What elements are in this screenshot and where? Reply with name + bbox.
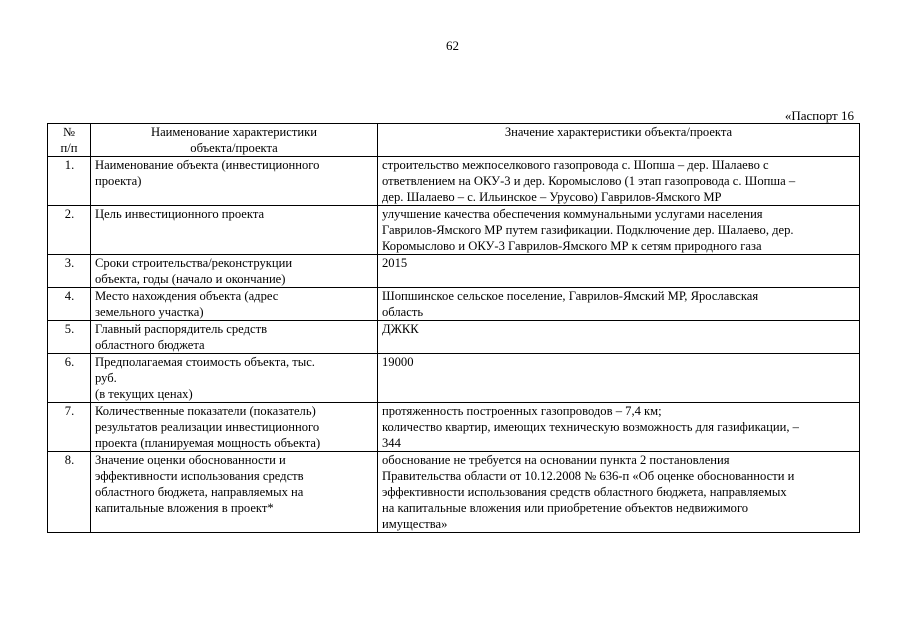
cell-line: областного бюджета bbox=[95, 338, 205, 352]
table-row bbox=[48, 452, 860, 533]
row-number: 1. bbox=[48, 157, 91, 206]
cell-line: на капитальные вложения или приобретение объектов недвижимого bbox=[382, 501, 749, 515]
row-number: 6. bbox=[48, 354, 91, 403]
cell-line: обоснование не требуется на основании пункта 2 постановления bbox=[382, 453, 730, 467]
cell-line: (в текущих ценах) bbox=[95, 387, 193, 401]
page-number: 62 bbox=[446, 38, 459, 53]
row-characteristic-value bbox=[378, 452, 860, 533]
row-characteristic-value bbox=[378, 206, 860, 255]
cell-line: 2015 bbox=[382, 256, 408, 270]
row-characteristic-value bbox=[378, 157, 860, 206]
header-name bbox=[91, 124, 378, 157]
cell-line: протяженность построенных газопроводов – 7,4 км; bbox=[382, 404, 662, 418]
table-row bbox=[48, 403, 860, 452]
header-line: Значение характеристики объекта/проекта bbox=[504, 125, 733, 139]
cell-line: 19000 bbox=[382, 355, 414, 369]
cell-line: капитальные вложения в проект* bbox=[95, 501, 274, 515]
cell-line: эффективности использования средств областного бюджета, направляемых bbox=[382, 485, 787, 499]
row-characteristic-value bbox=[378, 321, 860, 354]
cell-line: областного бюджета, направляемых на bbox=[95, 485, 304, 499]
row-number: 2. bbox=[48, 206, 91, 255]
row-number: 3. bbox=[48, 255, 91, 288]
row-characteristic-value bbox=[378, 403, 860, 452]
row-characteristic-name bbox=[91, 452, 378, 533]
passport-table bbox=[47, 123, 860, 533]
cell-line: область bbox=[382, 305, 424, 319]
row-characteristic-value bbox=[378, 255, 860, 288]
table-row bbox=[48, 288, 860, 321]
table-row bbox=[48, 354, 860, 403]
cell-line: Главный распорядитель средств bbox=[95, 322, 268, 336]
row-characteristic-name bbox=[91, 157, 378, 206]
cell-line: Гаврилов-Ямского МР путем газификации. Подключение дер. Шалаево, дер. bbox=[382, 223, 794, 237]
cell-line: руб. bbox=[95, 371, 117, 385]
header-line: № bbox=[62, 125, 76, 139]
row-characteristic-value bbox=[378, 288, 860, 321]
cell-line: 344 bbox=[382, 436, 401, 450]
header-number bbox=[48, 124, 91, 157]
cell-line: Шопшинское сельское поселение, Гаврилов-Ямский МР, Ярославская bbox=[382, 289, 759, 303]
cell-line: улучшение качества обеспечения коммунальными услугами населения bbox=[382, 207, 763, 221]
row-characteristic-name bbox=[91, 255, 378, 288]
row-characteristic-name bbox=[91, 321, 378, 354]
table-row bbox=[48, 255, 860, 288]
row-number: 8. bbox=[48, 452, 91, 533]
cell-line: Цель инвестиционного проекта bbox=[95, 207, 265, 221]
row-characteristic-name bbox=[91, 354, 378, 403]
table-row bbox=[48, 157, 860, 206]
cell-line: дер. Шалаево – с. Ильинское – Урусово) Гаврилов-Ямского МР bbox=[382, 190, 722, 204]
row-number: 4. bbox=[48, 288, 91, 321]
table-header-row bbox=[48, 124, 860, 157]
cell-line: Значение оценки обоснованности и bbox=[95, 453, 286, 467]
row-characteristic-name bbox=[91, 288, 378, 321]
cell-line: проекта) bbox=[95, 174, 142, 188]
row-characteristic-name bbox=[91, 403, 378, 452]
cell-line: количество квартир, имеющих техническую возможность для газификации, – bbox=[382, 420, 799, 434]
cell-line: результатов реализации инвестиционного bbox=[95, 420, 320, 434]
cell-line: проекта (планируемая мощность объекта) bbox=[95, 436, 321, 450]
row-number: 5. bbox=[48, 321, 91, 354]
cell-line: Наименование объекта (инвестиционного bbox=[95, 158, 320, 172]
row-characteristic-value bbox=[378, 354, 860, 403]
cell-line: Сроки строительства/реконструкции bbox=[95, 256, 293, 270]
cell-line: Коромыслово и ОКУ-3 Гаврилов-Ямского МР к сетям природного газа bbox=[382, 239, 762, 253]
cell-line: ответвлением на ОКУ-3 и дер. Коромыслово (1 этап газопровода с. Шопша – bbox=[382, 174, 796, 188]
cell-line: Предполагаемая стоимость объекта, тыс. bbox=[95, 355, 315, 369]
cell-line: эффективности использования средств bbox=[95, 469, 304, 483]
header-line: п/п bbox=[60, 141, 78, 155]
header-line: Наименование характеристики bbox=[151, 125, 317, 139]
table-row bbox=[48, 321, 860, 354]
passport-heading: «Паспорт 16 bbox=[784, 108, 854, 123]
cell-line: земельного участка) bbox=[95, 305, 204, 319]
table-row bbox=[48, 206, 860, 255]
cell-line: Количественные показатели (показатель) bbox=[95, 404, 316, 418]
header-line: объекта/проекта bbox=[190, 141, 278, 155]
row-characteristic-name bbox=[91, 206, 378, 255]
cell-line: имущества» bbox=[382, 517, 448, 531]
row-number: 7. bbox=[48, 403, 91, 452]
cell-line: ДЖКК bbox=[382, 322, 419, 336]
header-value bbox=[378, 124, 860, 157]
cell-line: Место нахождения объекта (адрес bbox=[95, 289, 279, 303]
cell-line: Правительства области от 10.12.2008 № 636-п «Об оценке обоснованности и bbox=[382, 469, 795, 483]
cell-line: объекта, годы (начало и окончание) bbox=[95, 272, 286, 286]
cell-line: строительство межпоселкового газопровода с. Шопша – дер. Шалаево с bbox=[382, 158, 769, 172]
